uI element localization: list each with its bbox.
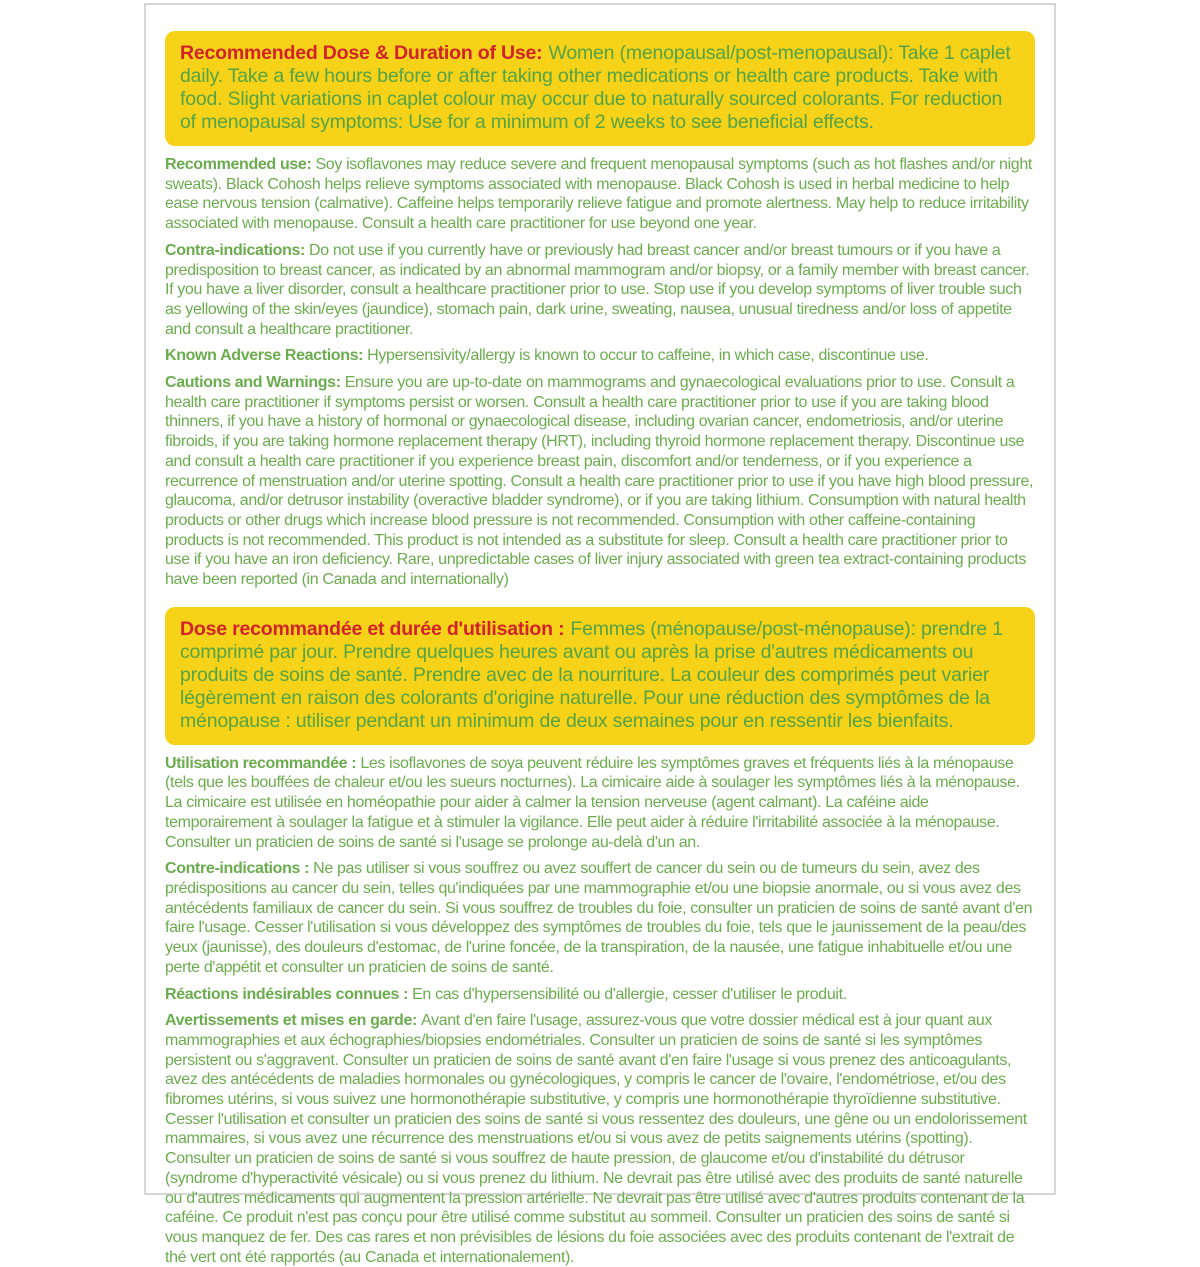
dose-heading-en: Recommended Dose & Duration of Use:	[180, 42, 543, 64]
paragraph-contra-indications-en	[165, 241, 1035, 340]
paragraph-contre-indications-fr	[165, 859, 1035, 977]
body-contra-indications-en: Do not use if you currently have or previously had breast cancer and/or breast tumours or if you have a predisposition to breast cancer, as indicated by an abnormal mammogram and/or biopsy, or a family member with breast cancer. If you have a liver disorder, consult a healthcare practitioner prior to use. Stop use if you develop symptoms of liver trouble such as yellowing of the skin/eyes (jaundice), stomach pain, dark urine, sweating, nausea, unusual tiredness and/or loss of appetite and consult a healthcare practitioner.	[165, 241, 1030, 338]
paragraph-recommended-use-en	[165, 155, 1035, 234]
dose-body-en: Women (menopausal/post-menopausal): Take 1 caplet daily. Take a few hours before or after taking other medications or health care products. Take with food. Slight variations in caplet colour may occur due to naturally sourced colorants. For reduction of menopausal symptoms: Use for a minimum of 2 weeks to see beneficial effects.	[180, 42, 1011, 133]
heading-recommended-use-en: Recommended use:	[165, 156, 312, 173]
body-adverse-reactions-en: Hypersensivity/allergy is known to occur to caffeine, in which case, discontinue use.	[367, 347, 929, 365]
heading-contre-indications-fr: Contre-indications :	[165, 860, 310, 878]
paragraph-cautions-warnings-en	[165, 373, 1035, 590]
body-reactions-indesirables-fr: En cas d'hypersensibilité ou d'allergie, cesser d'utiliser le produit.	[412, 985, 847, 1003]
body-cautions-warnings-en: Ensure you are up-to-date on mammograms and gynaecological evaluations prior to use. Consult a health care practitioner if symptoms persist or worsen. Consult a health care practitioner prior to use if you are taking blood thinners, if you have a history of hormonal or gynaecological disease, including ovarian cancer, endometriosis, and/or uterine fibroids, if you are taking hormone replacement therapy (HRT), including thyroid hormone replacement therapy. Discontinue use and consult a health care practitioner if you experience breast pain, discomfort and/or tenderness, or if you experience a recurrence of menstruation and/or uterine spotting. Consult a health care practitioner prior to use if you have high blood pressure, glaucoma, and/or detrusor instability (overactive bladder syndrome), or if you are taking lithium. Consumption with natural health products or other drugs which increase blood pressure is not recommended. Consumption with other caffeine-containing products is not recommended. This product is not intended as a substitute for sleep. Consult a health care practitioner prior to use if you have an iron deficiency. Rare, unpredictable cases of liver injury associated with green tea extract-containing products have been reported (in Canada and internationally)	[165, 374, 1034, 589]
dose-body-fr: Femmes (ménopause/post-ménopause): prendre 1 comprimé par jour. Prendre quelques heures avant ou après la prise d'autres médicaments ou produits de soins de santé. Prendre avec de la nourriture. La couleur des comprimés peut varier légèrement en raison des colorants d'origine naturelle. Pour une réduction des symptômes de la ménopause : utiliser pendant un minimum de deux semaines pour en ressentir les bienfaits.	[180, 617, 1003, 732]
body-recommended-use-fr: Les isoflavones de soya peuvent réduire les symptômes graves et fréquents liés à la ménopause (tels que les bouffées de chaleur et/ou les sueurs nocturnes). La cimicaire aide à soulager les symptômes liés à la ménopause. La cimicaire est utilisée en homéopathie pour aider à calmer la tension nerveuse (agent calmant). La caféine aide temporairement à soulager la fatigue et à stimuler la vigilance. Elle peut aider à réduire l'irritabilité associée à la ménopause. Consulter un praticien de soins de santé si l'usage se prolonge au-delà d'un an.	[165, 754, 1020, 851]
label-sheet	[144, 3, 1056, 1266]
heading-reactions-indesirables-fr: Réactions indésirables connues :	[165, 985, 409, 1003]
body-recommended-use-en: Soy isoflavones may reduce severe and frequent menopausal symptoms (such as hot flashes and/or night sweats). Black Cohosh helps relieve symptoms associated with menopause. Black Cohosh is used in herbal medicine to help ease nervous tension (calmative). Caffeine helps temporarily relieve fatigue and promote alertness. May help to reduce irritability associated with menopause. Consult a health care practitioner for use beyond one year.	[165, 156, 1032, 233]
heading-adverse-reactions-en: Known Adverse Reactions:	[165, 347, 364, 365]
heading-recommended-use-fr: Utilisation recommandée :	[165, 754, 357, 772]
paragraph-reactions-indesirables-fr	[165, 985, 1035, 1005]
dose-box-fr	[165, 607, 1035, 745]
heading-contra-indications-en: Contra-indications:	[165, 241, 306, 259]
dose-heading-fr: Dose recommandée et durée d'utilisation :	[180, 617, 565, 640]
heading-cautions-warnings-en: Cautions and Warnings:	[165, 374, 341, 392]
paragraph-recommended-use-fr	[165, 754, 1035, 853]
body-contre-indications-fr: Ne pas utiliser si vous souffrez ou avez souffert de cancer du sein ou de tumeurs du sein, avez des prédispositions au cancer du sein, telles qu'indiquées par une mammographie et/ou une biopsie anormale, ou si vous avez des antécédents familiaux de cancer du sein. Si vous souffrez de troubles du foie, consulter un praticien de soins de santé avant d'en faire l'usage. Cesser l'utilisation si vous développez des symptômes de troubles du foie, tels que le jaunissement de la peau/des yeux (jaunisse), des douleurs d'estomac, de l'urine foncée, de la transpiration, de la nausée, une fatigue inhabituelle et/ou une perte d'appétit et consulter un praticien de soins de santé.	[165, 860, 1033, 976]
paragraph-adverse-reactions-en	[165, 346, 1035, 366]
heading-avertissements-fr: Avertissements et mises en garde:	[165, 1012, 417, 1030]
body-avertissements-fr: Avant d'en faire l'usage, assurez-vous que votre dossier médical est à jour quant aux mammographies et aux échographies/biopsies endométriales. Consulter un praticien de soins de santé si les symptômes persistent ou s'aggravent. Consulter un praticien de soins de santé avant d'en faire l'usage si vous prenez des anticoagulants, avez des antécédents de maladies hormonales ou gynécologiques, y compris le cancer de l'ovaire, l'endométriose, et/ou des fibromes utérins, si vous suivez une hormonothérapie substitutive, y compris une hormonothérapie thyroïdienne substitutive. Cesser l'utilisation et consulter un praticien des soins de santé si vous ressentez des douleurs, une gêne ou un endolorissement mammaires, si vous avez une récurrence des menstruations et/ou si vous avez de petits saignements utérins (spotting). Consulter un praticien de soins de santé si vous souffrez de haute pression, de glaucome et/ou d'instabilité du détrusor (syndrome d'hyperactivité vésicale) ou si vous prenez du lithium. Ne devrait pas être utilisé avec des produits de santé naturelle ou d'autres médicaments qui augmentent la pression artérielle. Ne devrait pas être utilisé avec d'autres produits contenant de la caféine. Ce produit n'est pas conçu pour être utilisé comme substitut au sommeil. Consulter un praticien des soins de santé si vous manquez de fer. Des cas rares et non prévisibles de lésions du foie associées avec des produits contenant de l'extrait de thé vert ont été rapportés (au Canada et internationalement).	[165, 1012, 1027, 1266]
paragraph-avertissements-fr	[165, 1011, 1035, 1267]
dose-box-en	[165, 31, 1035, 146]
